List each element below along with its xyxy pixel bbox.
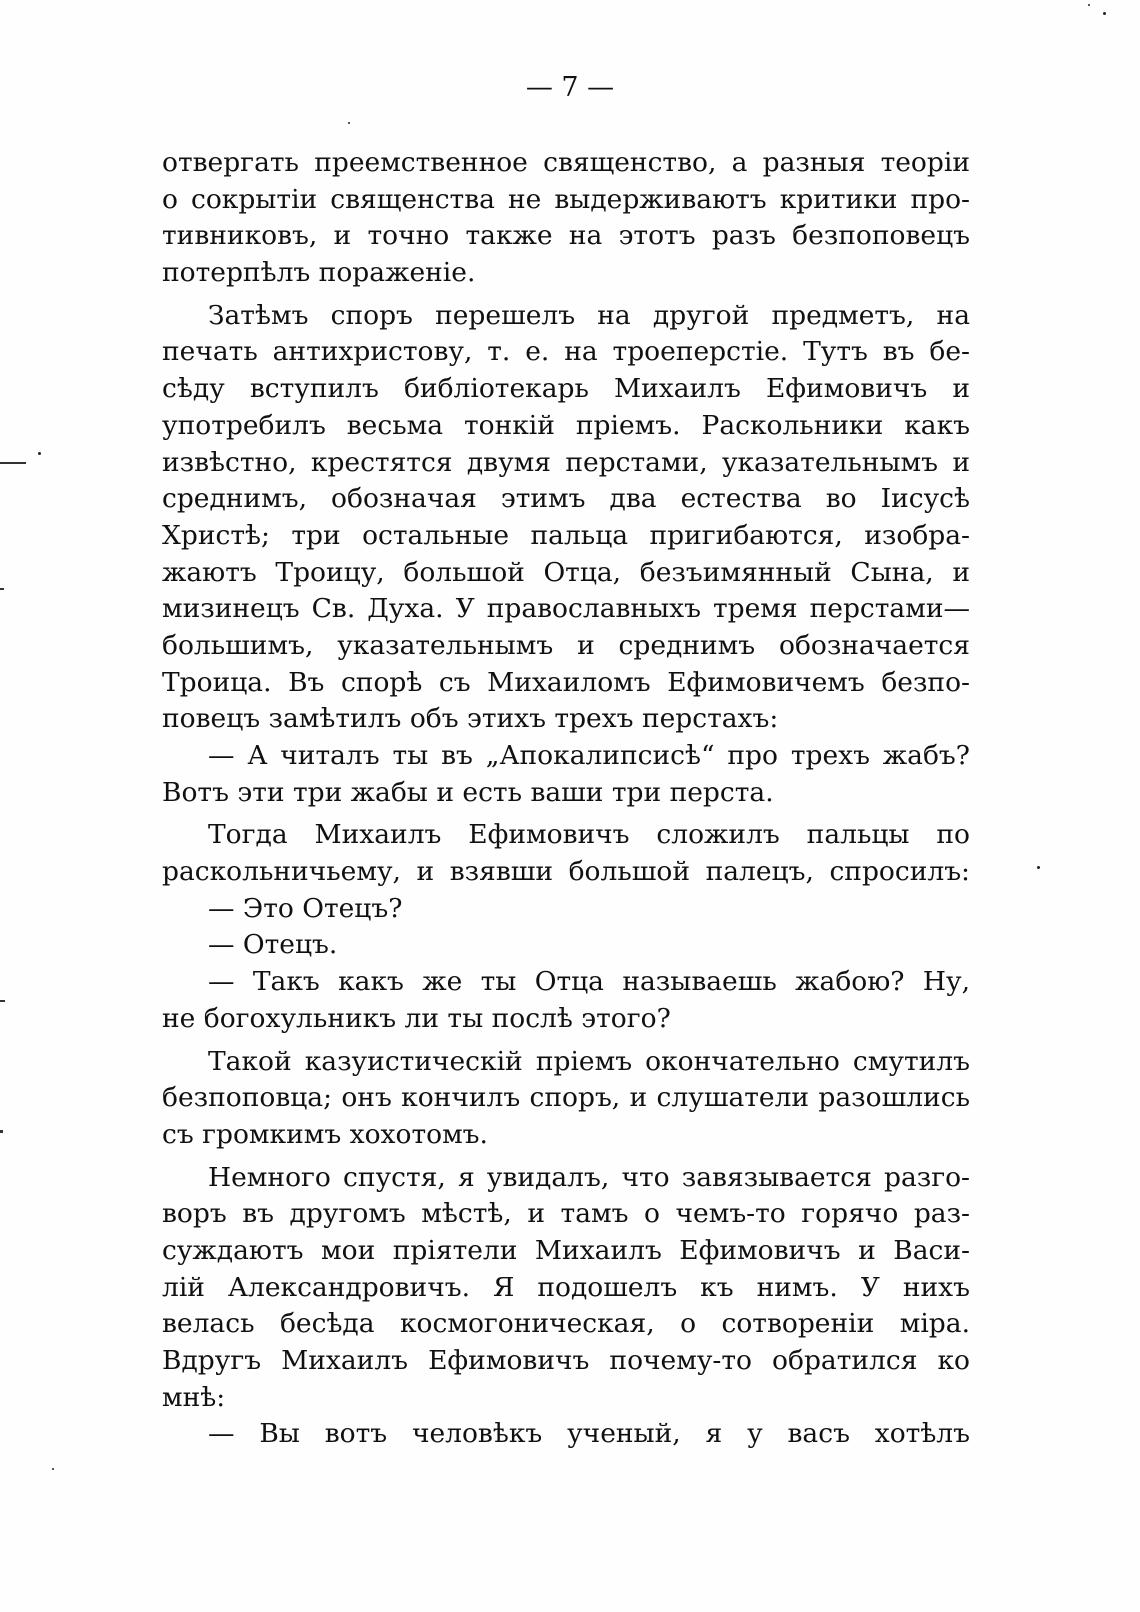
scan-speck — [348, 122, 350, 124]
text-line: — Вы вотъ человѣкъ ученый, я у васъ хотѣлъ — [208, 1418, 970, 1450]
text-line: Такой казуистическiй прiемъ окончательно смутилъ — [208, 1045, 970, 1077]
scan-speck — [52, 1468, 54, 1470]
text-line: большимъ, указательнымъ и среднимъ обозначается — [162, 629, 970, 661]
text-line: не богохульникъ ли ты послѣ этого? — [162, 1002, 671, 1034]
text-line: Вдругъ Михаилъ Ефимовичъ почему-то обратился ко — [162, 1345, 970, 1376]
text-line: велась бесѣда космогоническая, о сотворенiи мiра. — [162, 1308, 970, 1340]
text-line: потерпѣлъ пораженiе. — [162, 257, 476, 289]
scan-speck — [1088, 4, 1090, 6]
text-line: съ громкимъ хохотомъ. — [162, 1118, 488, 1150]
text-line: печать антихристову, т. е. на троеперстiе. Тутъ въ бе- — [162, 336, 970, 368]
text-line: извѣстно, крестятся двумя перстами, указательнымъ и — [162, 446, 970, 478]
text-line: сѣду вступилъ библiотекарь Михаилъ Ефимовичъ и — [162, 373, 970, 405]
scan-mark — [0, 588, 4, 590]
text-line: отвергать преемственное священство, а разныя теорiи — [162, 147, 970, 178]
body-text — [162, 145, 970, 1453]
text-line: среднимъ, обозначая этимъ два естества во Iисусѣ — [162, 483, 970, 515]
text-line: тивниковъ, и точно также на этотъ разъ безпоповецъ — [162, 220, 970, 252]
text-line: — А читалъ ты въ „Апокалипсисѣ“ про трехъ жабъ? — [208, 740, 970, 771]
scan-speck — [1037, 866, 1040, 869]
text-line: раскольничьему, и взявши большой палецъ, спросилъ: — [162, 856, 970, 888]
text-line: Троица. Въ спорѣ съ Михаиломъ Ефимовичемъ безпо- — [162, 666, 970, 698]
text-line: мнѣ: — [162, 1381, 226, 1413]
scan-mark — [0, 1000, 5, 1002]
scan-mark — [0, 462, 26, 464]
text-line: жаютъ Троицу, большой Отца, безъимянный Сына, и — [162, 556, 970, 588]
text-line: Тогда Михаилъ Ефимовичъ сложилъ пальцы по — [208, 819, 970, 851]
text-line: употребилъ весьма тонкiй прiемъ. Раскольники какъ — [162, 409, 970, 441]
text-line: — Такъ какъ же ты Отца называешь жабою? Ну, — [208, 966, 970, 998]
text-line: о сокрытiи священства не выдерживаютъ критики про- — [162, 183, 970, 215]
text-line: Затѣмъ споръ перешелъ на другой предметъ, на — [208, 299, 970, 331]
page-number: — 7 — — [525, 72, 615, 103]
scan-mark — [0, 1130, 3, 1133]
text-line: безпоповца; онъ кончилъ споръ, и слушатели разошлись — [162, 1082, 970, 1114]
text-line: повецъ замѣтилъ объ этихъ трехъ перстахъ: — [162, 703, 779, 735]
text-line: — Это Отецъ? — [208, 892, 403, 924]
text-line: лiй Александровичъ. Я подошелъ къ нимъ. У нихъ — [162, 1271, 970, 1303]
text-line: суждаютъ мои прiятели Михаилъ Ефимовичъ и Васи- — [162, 1234, 970, 1266]
text-line: Вотъ эти три жабы и есть ваши три перста. — [162, 776, 774, 808]
text-line: воръ въ другомъ мѣстѣ, и тамъ о чемъ-то горячо раз- — [162, 1198, 970, 1230]
text-line: — Отецъ. — [208, 929, 338, 961]
scan-speck — [1103, 12, 1106, 15]
scan-speck — [38, 452, 41, 455]
text-line: Христѣ; три остальные пальца пригибаются, изобра- — [162, 519, 970, 551]
text-line: Немного спустя, я увидалъ, что завязывается разго- — [208, 1161, 970, 1193]
text-line: мизинецъ Св. Духа. У православныхъ тремя перстами— — [162, 593, 970, 625]
